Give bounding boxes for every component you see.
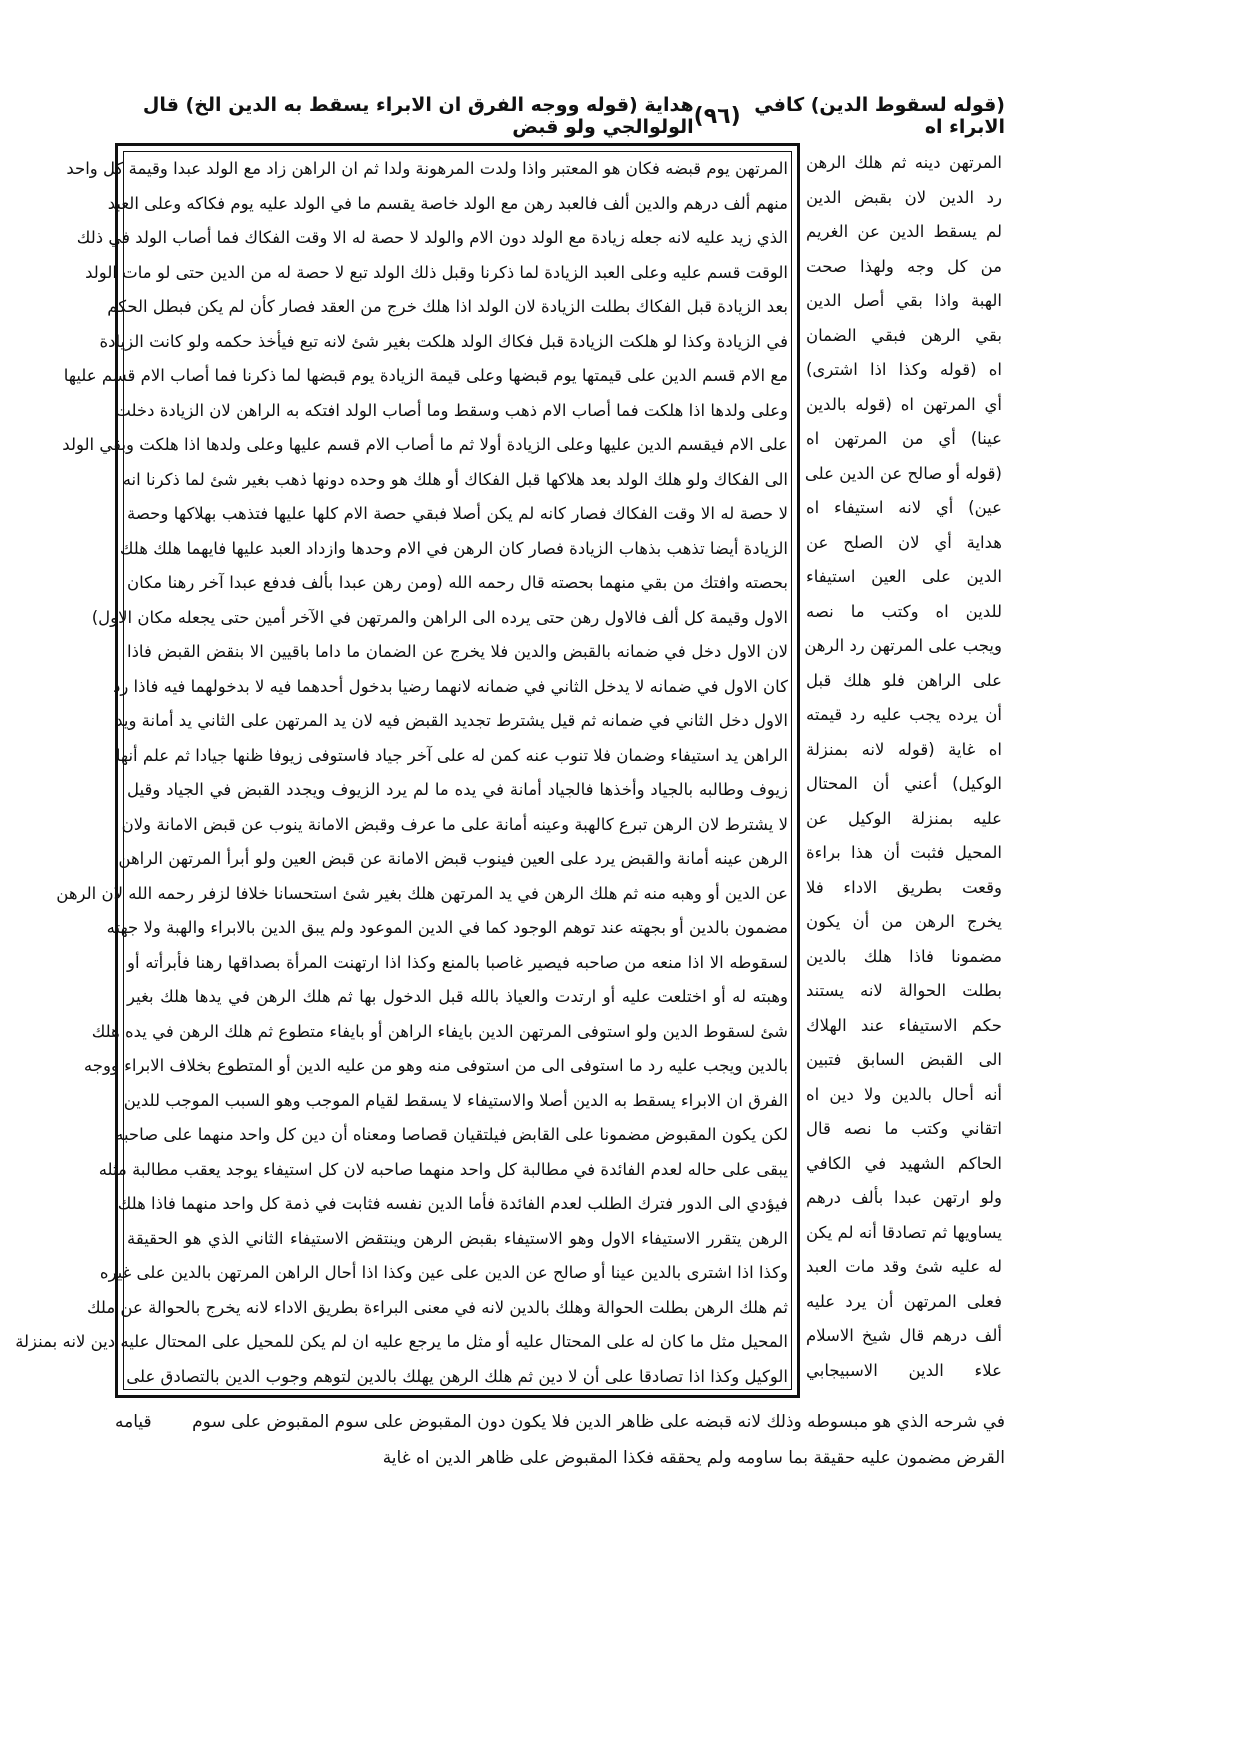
main-text-line: وعلى ولدها اذا هلكت فما أصاب الام ذهب وسقط وما أصاب الولد افتكه به الراهن لان الزيادة دخلت: [115, 400, 788, 420]
main-text-line: لان الاول دخل في ضمانه بالقبض والدين فلا يخرج عن الضمان ما داما باقيين الا بنقض القبض فاذا: [127, 642, 788, 661]
main-text-line: على الام فيقسم الدين عليها وعلى الزيادة أولا ثم ما أصاب الام قسم عليها وعلى ولدها اذا هلكت وبقي الولد: [62, 435, 788, 454]
main-text-body: [15, 152, 788, 1394]
main-text-line: وهبته له أو اختلعت عليه أو ارتدت والعياذ بالله قبل الدخول بها ثم هلك الرهن في يدها هلك بغير: [127, 987, 788, 1006]
main-text-line: المرتهن يوم قبضه فكان هو المعتبر واذا ولدت المرهونة ولدا ثم ان الراهن زاد مع الولد عبدا وقيمة كل واحد: [66, 159, 788, 178]
main-text-line: لكن يكون المقبوض مضمونا على القابض فيلتقيان قصاصا ومعناه أن دين كل واحد منهما على صاحبه: [115, 1125, 788, 1144]
footer-catchword: قيامه: [115, 1412, 152, 1432]
main-text-line: الفرق ان الابراء يسقط به الدين أصلا والاستيفاء لا يسقط لقيام الموجب وهو السبب الموجب للدين: [123, 1090, 788, 1110]
margin-note-line: فعلى المرتهن أن يرد عليه: [806, 1291, 1002, 1311]
margin-note-line: عينا) أي من المرتهن اه: [806, 429, 1002, 448]
margin-note-line: عين) أي لانه استيفاء اه: [806, 498, 1002, 517]
margin-note-line: المرتهن دينه ثم هلك الرهن: [806, 153, 1002, 172]
margin-note-line: ولو ارتهن عبدا بألف درهم: [806, 1188, 1002, 1207]
header-right-note: (قوله لسقوط الدين) كافي الابراء اه: [754, 94, 1005, 138]
margin-note-line: مضمونا فاذا هلك بالدين: [806, 946, 1002, 966]
main-text-line: الاول وقيمة كل ألف فالاول رهن حتى يرده الى الراهن والمرتهن في الآخر أمين حتى يجعله مكان الاول): [91, 607, 788, 627]
margin-note-line: الحاكم الشهيد في الكافي: [806, 1153, 1002, 1173]
margin-note-line: هداية أي لان الصلح عن: [806, 532, 1002, 552]
main-text-line: مع الام قسم الدين على قيمتها يوم قبضها وعلى قيمة الزيادة يوم قبضها لما ذكرنا فما أصاب الام قسم عليها: [63, 366, 788, 385]
margin-note-line: أنه أحال بالدين ولا دين اه: [806, 1084, 1002, 1104]
margin-note-line: من كل وجه ولهذا صحت: [806, 256, 1002, 276]
main-text-line: فيؤدي الى الدور فترك الطلب لعدم الفائدة فأما الدين نفسه فثابت في ذمة كل واحد منهما فاذا هلك: [117, 1194, 788, 1213]
margin-note-line: الدين على العين استيفاء: [806, 567, 1002, 586]
margin-note-line: (قوله أو صالح عن الدين على: [804, 463, 1002, 483]
main-text-line: بالدين ويجب عليه رد ما استوفى الى من استوفى منه وهو من عليه الدين أو المتطوع بخلاف الابراء ووجه: [83, 1056, 788, 1075]
margin-note-line: لم يسقط الدين عن الغريم: [806, 222, 1002, 241]
main-text-line: لا يشترط لان الرهن تبرع كالهبة وعينه أمانة على ما عرف وقبض الامانة ينوب عن قبض الامانة ولان: [121, 814, 788, 834]
main-text-frame: [15, 143, 800, 1398]
main-text-line: عن الدين أو وهبه منه ثم هلك الرهن في يد المرتهن هلك بغير شئ استحسانا خلافا لزفر رحمه الله لان الرهن: [56, 883, 788, 903]
footer-line: القرض مضمون عليه حقيقة بما ساومه ولم يحققه فكذا المقبوض على ظاهر الدين اه غاية: [382, 1448, 1005, 1468]
margin-note-line: أن يرده يجب عليه رد قيمته: [806, 705, 1002, 724]
margin-note-line: عليه بمنزلة الوكيل عن: [806, 808, 1002, 828]
footer-commentary: [115, 1404, 1005, 1476]
main-text-line: بحصته وافتك من بقي منهما بحصته قال رحمه الله (ومن رهن عبدا بألف فدفع عبدا آخر رهنا مكان: [127, 573, 788, 592]
margin-commentary: [806, 146, 1002, 1388]
main-text-line: وكذا اذا اشترى بالدين عينا أو صالح عن الدين على عين وكذا اذا أحال الراهن المرتهن بالدين على غيره: [99, 1263, 788, 1282]
margin-note-line: له عليه شئ وقد مات العبد: [806, 1257, 1002, 1276]
margin-note-line: وقعت بطريق الاداء فلا: [806, 877, 1002, 897]
page-number: (٩٦): [693, 103, 741, 129]
main-text-line: شئ لسقوط الدين ولو استوفى المرتهن الدين بايفاء الراهن أو بايفاء متطوع ثم هلك الرهن في يده هلك: [91, 1021, 788, 1041]
main-text-line: لا حصة له الا وقت الفكاك فصار كانه لم يكن أصلا فبقي حصة الام كلها عليها فتذهب بهلاكها وحصة: [127, 504, 788, 523]
main-text-line: يبقى على حاله لعدم الفائدة في مطالبة كل واحد منهما صاحبه لان كل استيفاء يوجد يعقب مطالبة مثله: [98, 1159, 788, 1179]
margin-note-line: الوكيل) أعني أن المحتال: [806, 774, 1002, 793]
main-text-line: الى الفكاك ولو هلك الولد بعد هلاكها قبل الفكاك أو هلك هو وحده دونها ذهب بغير شئ لما ذكرنا انه: [122, 469, 788, 489]
margin-note-line: حكم الاستيفاء عند الهلاك: [806, 1015, 1002, 1035]
main-text-line: المحيل مثل ما كان له على المحتال عليه أو مثل ما يرجع عليه ان لم يكن للمحيل على المحتال عليه دين لانه بمنزلة: [15, 1332, 788, 1351]
main-text-line: مضمون بالدين أو بجهته عند توهم الوجود كما في الدين الموعود ولم يبق الدين بالابراء والهبة ولا جهته: [106, 918, 788, 937]
margin-note-line: الى القبض السابق فتبين: [806, 1050, 1002, 1069]
margin-note-line: أي المرتهن اه (قوله بالدين: [806, 394, 1002, 414]
main-text-line: زيوف وطالبه بالجياد وأخذها فالجياد أمانة في يده ما لم يرد الزيوف ويجدد القبض في الجياد وقيل: [127, 780, 788, 799]
header-left-note: هداية (قوله ووجه الفرق ان الابراء يسقط به الدين الخ) قال الولوالجي ولو قبض: [142, 94, 694, 138]
margin-note-line: الهبة واذا بقي أصل الدين: [806, 291, 1002, 310]
main-text-line: الذي زيد عليه لانه جعله زيادة مع الولد دون الام والولد لا حصة له الا وقت الفكاك فما أصاب الولد في ذلك: [76, 228, 788, 247]
main-text-line: كان الاول في ضمانه لا يدخل الثاني في ضمانه لانهما رضيا بدخول أحدهما فيه لا بدخولهما فيه فاذا رد: [112, 676, 788, 696]
margin-note-line: المحيل فثبت أن هذا براءة: [806, 843, 1002, 862]
main-text-line: الراهن يد استيفاء وضمان فلا تنوب عنه كمن له على آخر جياد فاستوفى زيوفا ظنها جيادا ثم علم أنها: [115, 745, 788, 765]
main-text-line: الوقت قسم عليه وعلى العبد الزيادة لما ذكرنا وقبل ذلك الولد تبع لا حصة له من الدين حتى لو مات الولد: [85, 262, 788, 282]
footer-line: [115, 1404, 1005, 1440]
margin-note-line: بطلت الحوالة لانه يستند: [806, 981, 1002, 1000]
margin-note-line: اه غاية (قوله لانه بمنزلة: [806, 739, 1002, 759]
page-header: [115, 94, 1005, 138]
margin-note-line: بقي الرهن فبقي الضمان: [806, 325, 1002, 345]
margin-note-line: ويجب على المرتهن رد الرهن: [804, 636, 1002, 655]
margin-note-line: ألف درهم قال شيخ الاسلام: [806, 1326, 1002, 1345]
footer-line-text: في شرحه الذي هو مبسوطه وذلك لانه قبضه على ظاهر الدين فلا يكون دون المقبوض على سوم المقبوض على سوم: [192, 1412, 1005, 1432]
margin-note-line: رد الدين لان بقبض الدين: [806, 187, 1002, 207]
main-text-line: ثم هلك الرهن بطلت الحوالة وهلك بالدين لانه في معنى البراءة بطريق الاداء لانه يخرج بالحوالة عن ملك: [86, 1297, 788, 1317]
main-text-line: الرهن يتقرر الاستيفاء الاول وهو الاستيفاء بقبض الرهن وينتقض الاستيفاء الثاني الذي هو الحقيقة: [127, 1228, 788, 1248]
margin-note-line: علاء الدين الاسبيجابي: [806, 1360, 1002, 1380]
main-text-line: الوكيل وكذا اذا تصادقا على أن لا دين ثم هلك الرهن يهلك بالدين لتوهم وجوب الدين بالتصادق على: [126, 1366, 788, 1386]
margin-note-line: اه (قوله وكذا اذا اشترى): [806, 360, 1002, 379]
main-text-line: منهم ألف درهم والدين ألف فالعبد رهن مع الولد خاصة يقسم ما في الولد عليه يوم فكاكه وعلى العبد: [107, 193, 788, 213]
main-text-line: الاول دخل الثاني في ضمانه ثم قيل يشترط تجديد القبض فيه لان يد المرتهن على الثاني يد أمانة ويد: [115, 711, 788, 730]
margin-note-line: اتقاني وكتب ما نصه قال: [806, 1119, 1002, 1138]
margin-note-line: على الراهن فلو هلك قبل: [806, 670, 1002, 690]
main-text-line: بعد الزيادة قبل الفكاك بطلت الزيادة لان الولد اذا هلك خرج من العقد فصار كأن لم يكن فبطل الحكم: [107, 297, 788, 316]
main-text-line: لسقوطه الا اذا منعه من صاحبه فيصير غاصبا بالمنع وكذا اذا ارتهنت المرأة بصداقها رهنا فأبرأته أو: [127, 952, 788, 972]
margin-note-line: يساويها ثم تصادقا أنه لم يكن: [806, 1222, 1002, 1242]
main-text-line: في الزيادة وكذا لو هلكت الزيادة قبل فكاك الولد هلكت بغير شئ لانه تبع فيأخذ حكمه ولو كانت الزيادة: [99, 331, 788, 351]
main-text-line: الزيادة أيضا تذهب بذهاب الزيادة فصار كان الرهن في الام وحدها وازداد العبد عليها فايهما هلك هلك: [119, 538, 788, 558]
main-text-line: الرهن عينه أمانة والقبض يرد على العين فينوب قبض الامانة عن قبض العين ولو أبرأ المرتهن الراهن: [118, 849, 788, 868]
margin-note-line: يخرج الرهن من أن يكون: [806, 912, 1002, 931]
margin-note-line: للدين اه وكتب ما نصه: [806, 601, 1002, 621]
